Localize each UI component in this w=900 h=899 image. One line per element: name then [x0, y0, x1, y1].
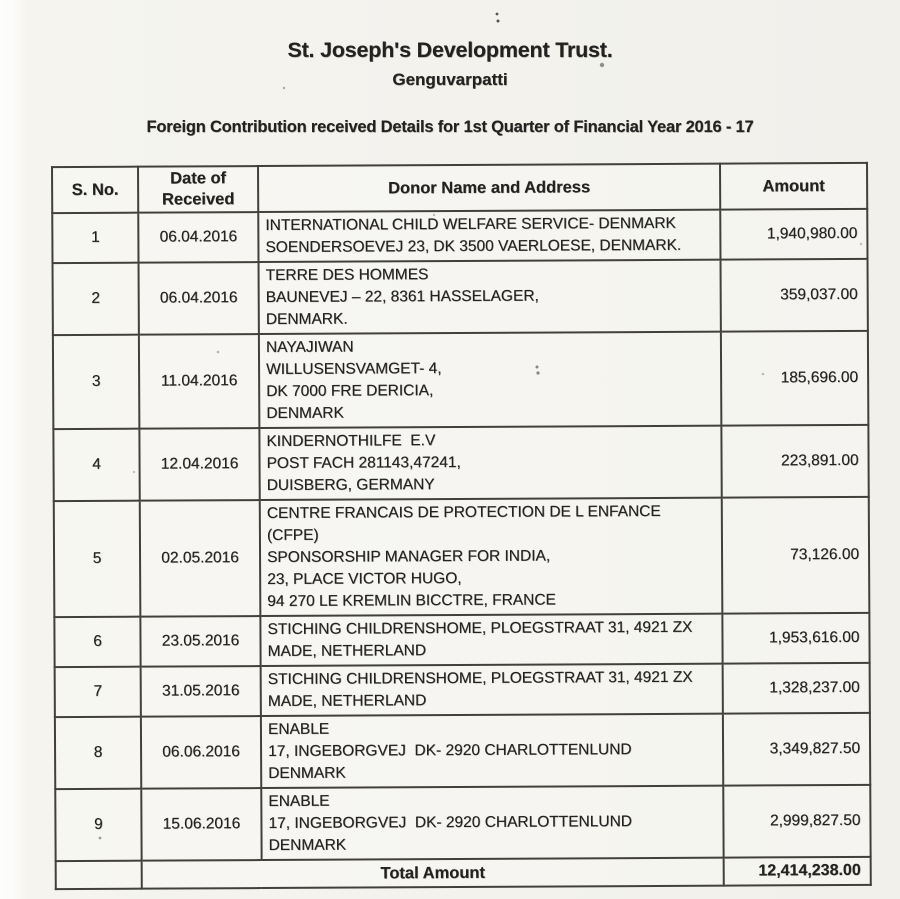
table-row [53, 425, 868, 501]
date-cell: 12.04.2016 [139, 428, 259, 501]
date-cell: 11.04.2016 [139, 334, 259, 429]
donor-line: DENMARK [266, 404, 344, 423]
donor-line: DENMARK [268, 764, 346, 783]
header-date-line2: Received [161, 190, 235, 209]
donor-line: MADE, NETHERLAND [267, 642, 427, 661]
table-row [55, 663, 870, 717]
sno-cell: 7 [55, 667, 141, 717]
sno-cell: 1 [52, 213, 138, 263]
donor-line: SPONSORSHIP MANAGER FOR INDIA, [267, 547, 551, 567]
header-row [52, 163, 867, 213]
donor-cell [259, 260, 721, 334]
donor-line: DK 7000 FRE DERICIA, [266, 382, 434, 401]
donor-cell [258, 210, 720, 262]
report-heading: Foreign Contribution received Details for 1st Quarter of Financial Year 2016 - 17 [146, 118, 754, 136]
donor-line: STICHING CHILDRENSHOME, PLOEGSTRAAT 31, 4921 ZX [267, 618, 693, 639]
total-label-cell: Total Amount [142, 858, 724, 889]
donor-cell [259, 426, 721, 500]
amount-cell: 359,037.00 [721, 259, 868, 332]
sno-cell: 6 [54, 617, 140, 667]
header-donor: Donor Name and Address [258, 164, 720, 212]
donor-line: INTERNATIONAL CHILD WELFARE SERVICE- DENMARK [265, 214, 676, 235]
page-title: St. Joseph's Development Trust. [287, 38, 613, 62]
header-date-line1: Date of [170, 169, 227, 188]
donor-line: DENMARK. [265, 310, 348, 329]
sno-cell: 9 [55, 789, 141, 861]
total-row [56, 857, 871, 889]
date-cell: 06.06.2016 [141, 716, 261, 789]
header-amount: Amount [720, 163, 867, 210]
donor-cell [260, 498, 723, 616]
amount-cell: 2,999,827.50 [723, 785, 870, 858]
donor-line: DUISBERG, GERMANY [266, 476, 435, 495]
date-cell: 06.04.2016 [138, 212, 258, 263]
amount-cell: 1,328,237.00 [723, 663, 870, 714]
donor-cell [261, 664, 723, 716]
donor-line: POST FACH 281143,47241, [266, 453, 461, 473]
table-row [55, 713, 870, 789]
amount-cell: 1,953,616.00 [722, 613, 869, 664]
sno-cell: 8 [55, 717, 141, 789]
donor-line: CENTRE FRANCAIS DE PROTECTION DE L ENFANCE (CFPE) [266, 502, 666, 545]
table-row [53, 259, 868, 335]
donor-line: 23, PLACE VICTOR HUGO, [267, 569, 462, 589]
date-cell: 31.05.2016 [141, 666, 261, 717]
amount-cell: 223,891.00 [721, 425, 868, 498]
donor-line: NAYAJIWAN [265, 338, 354, 357]
page-subtitle: Genguvarpatti [392, 70, 508, 89]
donor-line: SOENDERSOEVEJ 23, DK 3500 VAERLOESE, DENMARK. [265, 236, 682, 257]
donor-line: MADE, NETHERLAND [267, 692, 427, 711]
donor-line: STICHING CHILDRENSHOME, PLOEGSTRAAT 31, 4921 ZX [267, 668, 693, 689]
contributions-table [51, 162, 872, 890]
table-row [54, 497, 870, 617]
donor-cell [259, 332, 721, 428]
amount-cell: 185,696.00 [721, 331, 868, 426]
donor-cell [260, 614, 722, 666]
sno-cell: 5 [54, 501, 141, 617]
total-amount-cell: 12,414,238.00 [724, 857, 871, 886]
donor-line: ENABLE [267, 720, 330, 739]
donor-line: BAUNEVEJ – 22, 8361 HASSELAGER, [265, 287, 539, 307]
donor-cell [261, 786, 723, 860]
amount-cell: 73,126.00 [722, 497, 870, 614]
donor-line: KINDERNOTHILFE E.V [266, 432, 436, 451]
donor-line: 17, INGEBORGVEJ DK- 2920 CHARLOTTENLUND [268, 741, 632, 761]
donor-line: DENMARK [268, 836, 347, 855]
date-cell: 23.05.2016 [140, 616, 260, 667]
table-row [54, 613, 869, 667]
table-row [55, 785, 870, 861]
table-row [53, 331, 868, 429]
donor-line: 94 270 LE KREMLIN BICCTRE, FRANCE [267, 591, 556, 611]
date-cell: 15.06.2016 [141, 788, 261, 861]
amount-cell: 3,349,827.50 [723, 713, 870, 786]
date-cell: 02.05.2016 [140, 500, 261, 617]
donor-line: ENABLE [268, 792, 330, 811]
sno-cell: 2 [53, 263, 139, 335]
donor-line: TERRE DES HOMMES [265, 266, 429, 285]
donor-line: WILLUSENSVAMGET- 4, [266, 360, 442, 379]
total-empty-cell [56, 861, 142, 889]
date-cell: 06.04.2016 [139, 262, 259, 335]
amount-cell: 1,940,980.00 [720, 209, 867, 260]
table-row [52, 209, 867, 263]
donor-line: 17, INGEBORGVEJ DK- 2920 CHARLOTTENLUND [268, 813, 632, 833]
sno-cell: 4 [53, 429, 139, 501]
header-date [138, 166, 258, 213]
sno-cell: 3 [53, 335, 139, 429]
donor-cell [261, 714, 723, 788]
header-sno: S. No. [52, 167, 138, 213]
